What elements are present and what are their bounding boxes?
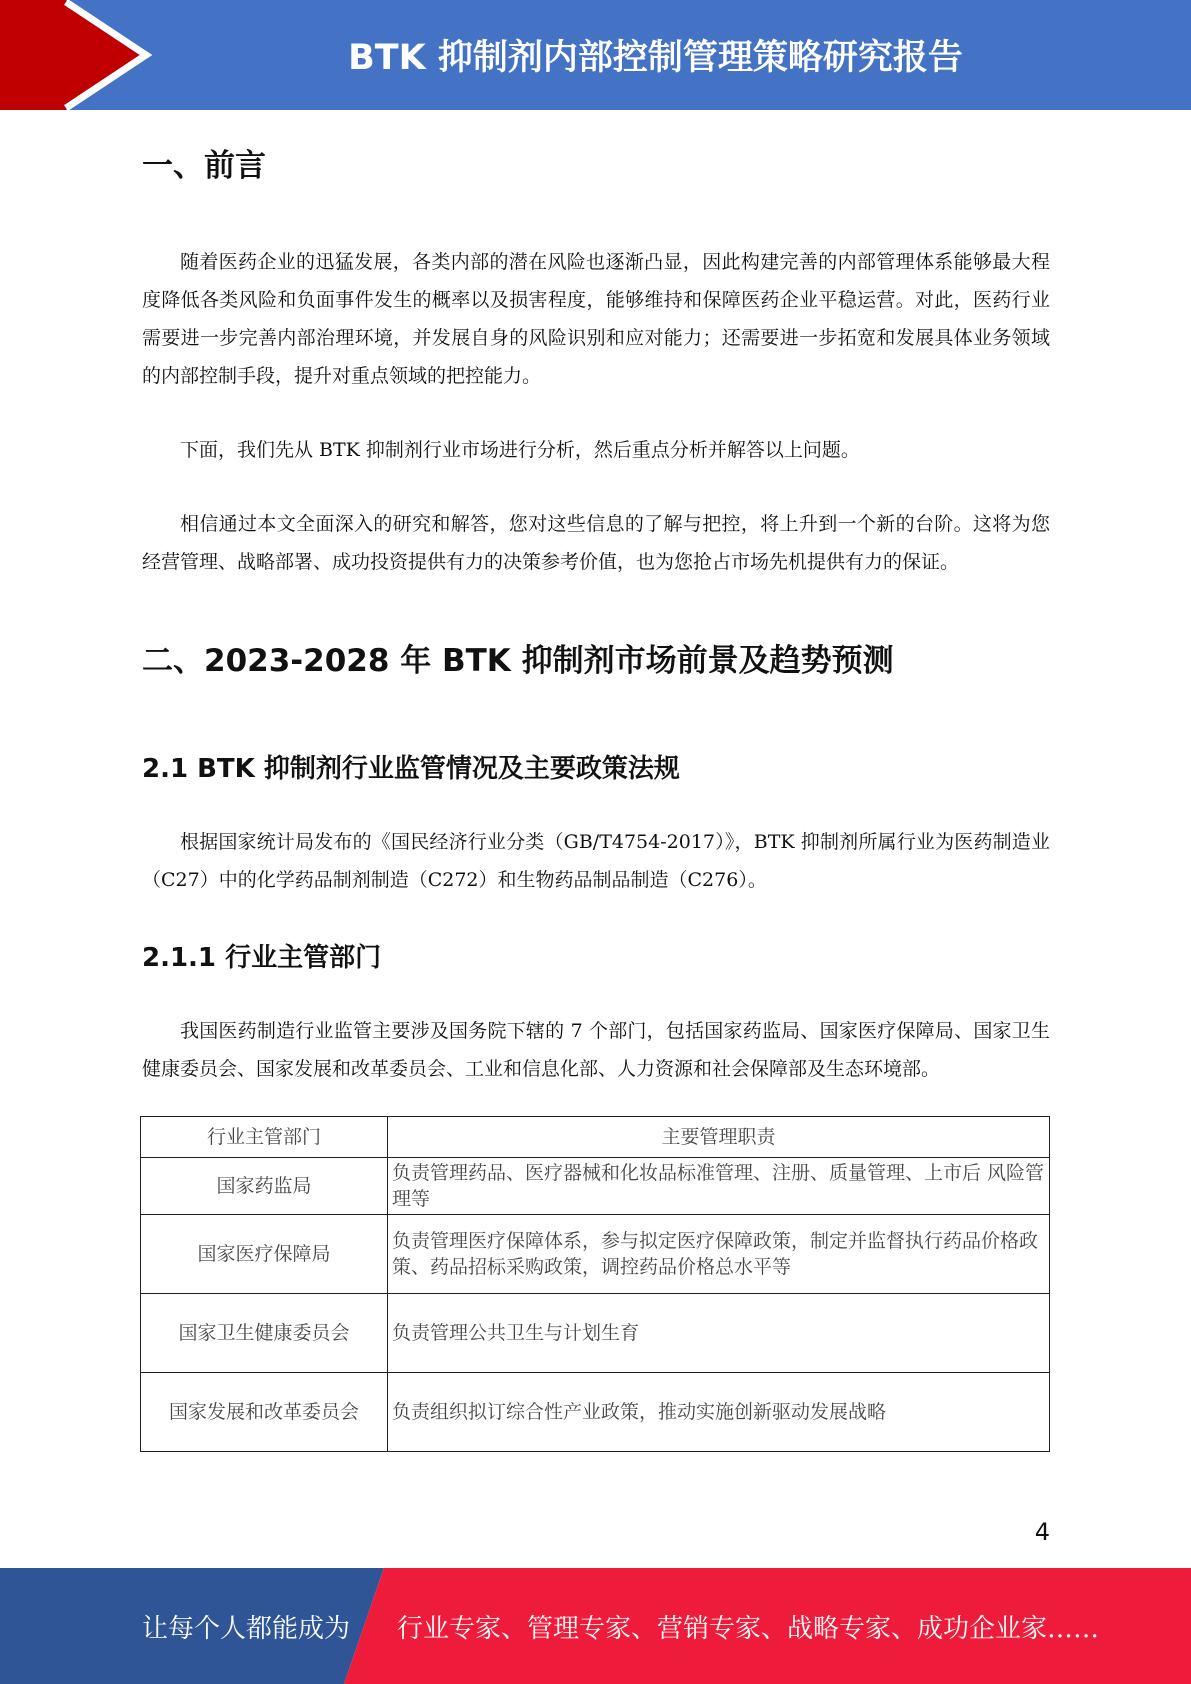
- page-number: 4: [1034, 1518, 1050, 1546]
- footer-slogan-right: 行业专家、管理专家、营销专家、战略专家、成功企业家……: [397, 1613, 1100, 1644]
- section-heading-forecast: 二、2023-2028 年 BTK 抑制剂市场前景及趋势预测: [142, 643, 894, 679]
- table-cell-duty: 负责管理药品、医疗器械和化妆品标准管理、注册、质量管理、上市后 风险管理等: [388, 1158, 1050, 1215]
- table-row: [141, 1158, 1050, 1215]
- intro-paragraph-1: 随着医药企业的迅猛发展，各类内部的潜在风险也逐渐凸显，因此构建完善的内部管理体系能够最大程度降低各类风险和负面事件发生的概率以及损害程度，能够维持和保障医药企业平稳运营。对此，医药行业需要进一步完善内部治理环境，并发展自身的风险识别和应对能力；还需要进一步拓宽和发展具体业务领域的内部控制手段，提升对重点领域的把控能力。: [142, 251, 1050, 387]
- table-cell-dept: 国家卫生健康委员会: [141, 1294, 388, 1373]
- table-row: [141, 1373, 1050, 1452]
- intro-paragraph-2: 下面，我们先从 BTK 抑制剂行业市场进行分析，然后重点分析并解答以上问题。: [180, 439, 860, 461]
- table-cell-dept: 国家药监局: [141, 1158, 388, 1215]
- table-header-dept: 行业主管部门: [141, 1117, 388, 1158]
- regulation-paragraph: 根据国家统计局发布的《国民经济行业分类（GB/T4754-2017）》，BTK 抑制剂所属行业为医药制造业（C27）中的化学药品制剂制造（C272）和生物药品制品制造（C276）。: [142, 831, 1050, 891]
- section-heading-intro: 一、前言: [142, 148, 266, 184]
- subsection-heading-regulation: 2.1 BTK 抑制剂行业监管情况及主要政策法规: [142, 754, 680, 784]
- footer-banner: [0, 1568, 1191, 1684]
- table-cell-dept: 国家医疗保障局: [141, 1215, 388, 1294]
- departments-table: [140, 1116, 1050, 1452]
- report-title: BTK 抑制剂内部控制管理策略研究报告: [348, 38, 963, 78]
- departments-paragraph: 我国医药制造行业监管主要涉及国务院下辖的 7 个部门，包括国家药监局、国家医疗保障局、国家卫生健康委员会、国家发展和改革委员会、工业和信息化部、人力资源和社会保障部及生态环境部。: [142, 1020, 1050, 1080]
- page-content: [142, 130, 1050, 1452]
- table-cell-duty: 负责管理公共卫生与计划生育: [388, 1294, 1050, 1373]
- table-cell-duty: 负责管理医疗保障体系，参与拟定医疗保障政策，制定并监督执行药品价格政策、药品招标采购政策，调控药品价格总水平等: [388, 1215, 1050, 1294]
- footer-slogan-left: 让每个人都能成为: [142, 1613, 351, 1644]
- table-row: [141, 1215, 1050, 1294]
- table-cell-duty: 负责组织拟订综合性产业政策，推动实施创新驱动发展战略: [388, 1373, 1050, 1452]
- table-header-row: [141, 1117, 1050, 1158]
- header-banner: [0, 0, 1191, 110]
- table-header-duty: 主要管理职责: [388, 1117, 1050, 1158]
- subsubsection-heading-departments: 2.1.1 行业主管部门: [142, 943, 382, 973]
- table-row: [141, 1294, 1050, 1373]
- intro-paragraph-3: 相信通过本文全面深入的研究和解答，您对这些信息的了解与把控，将上升到一个新的台阶。这将为您经营管理、战略部署、成功投资提供有力的决策参考价值，也为您抢占市场先机提供有力的保证。: [142, 513, 1050, 573]
- table-cell-dept: 国家发展和改革委员会: [141, 1373, 388, 1452]
